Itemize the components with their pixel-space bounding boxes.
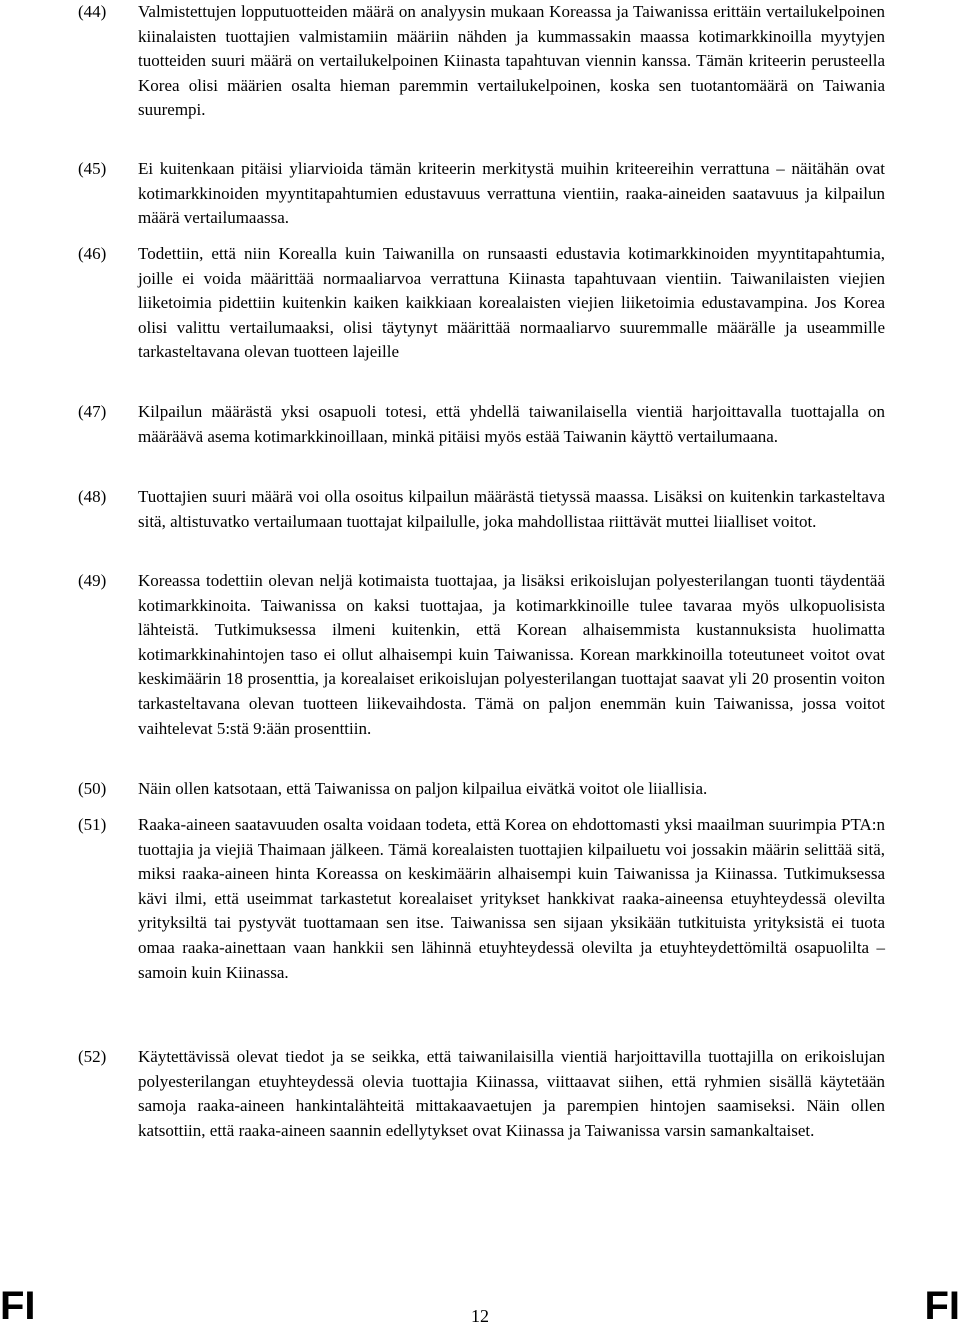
paragraph-text: Ei kuitenkaan pitäisi yliarvioida tämän kriteerin merkitystä muihin kriteereihin verrattuna – näitähän ovat kotimarkkinoiden myyntitapahtumien edustavuus verrattuna vientiin, raaka-aineiden saatavuus ja kilpailun määrä vertailumaassa. [138,159,885,228]
paragraph-text: Valmistettujen lopputuotteiden määrä on analyysin mukaan Koreassa ja Taiwanissa erittäin vertailukelpoinen kiinalaisten tuottajien valmistamiin määriin nähden ja kummassakin maassa kotimarkkinoilla myytyjen tuotteiden suuri määrä on vertailukelpoinen Kiinasta tapahtuvan viennin kanssa. Tämän kriteerin perusteella Korea olisi määrien osalta hieman paremmin vertailukelpoinen, koska sen tuotantomäärä on Taiwania suurempi. [138,2,885,120]
paragraph-51 [0,813,885,985]
paragraph-52 [0,1045,885,1143]
footer-language-right: FI [924,1284,960,1328]
paragraph-44 [0,0,885,123]
paragraph-number: (51) [78,815,107,834]
paragraph-text: Raaka-aineen saatavuuden osalta voidaan todeta, että Korea on ehdottomasti yksi maailman suurimpia PTA:n tuottajia ja viejiä Thaimaan jälkeen. Tämä korealaisten tuottajien kilpailuetu voi jossakin määrin selittää sitä, miksi raaka-aineen hinta Koreassa on keskimäärin alhaisempi kuin Taiwanissa ja Kiinassa. Tutkimuksessa kävi ilmi, että useimmat tarkastetut korealaiset yritykset hankkivat raaka-aineensa etuyhteydessä olevilta yrityksiltä tai pystyvät tuottamaan sen itse. Taiwanissa sen sijaan yksikään tutkituista yrityksistä ei tuota omaa raaka-ainettaan vaan hankkii sen lähinnä etuyhteydessä olevilta ja etuyhteydettömiltä osapuolilta – samoin kuin Kiinassa. [138,815,885,982]
paragraph-47 [0,400,885,449]
paragraph-number: (50) [78,779,107,798]
paragraph-text: Koreassa todettiin olevan neljä kotimaista tuottajaa, ja lisäksi erikoislujan polyesterilangan tuonti täydentää kotimarkkinoita. Taiwanissa on kaksi tuottajaa, ja kotimarkkinoille tulee tavaraa myös ulkopuolisista lähteistä. Tutkimuksessa ilmeni kuitenkin, että Korean alhaisemmista kustannuksista huolimatta kotimarkkinahintojen taso ei ollut alhaisempi kuin Taiwanissa. Korean markkinoilla toteutuneet voitot ovat keskimäärin 18 prosenttia, ja korealaiset erikoislujan polyesterilangan tuottajat saavat yli 20 prosentin voiton tarkasteltavana olevan tuotteen liikevaihdosta. Tämä on paljon enemmän kuin Taiwanissa, jossa voitot vaihtelevat 5:stä 9:ään prosenttiin. [138,571,885,738]
paragraph-text: Näin ollen katsotaan, että Taiwanissa on paljon kilpailua eivätkä voitot ole liiallisia. [138,779,708,798]
paragraph-number: (52) [78,1047,107,1066]
paragraph-45 [0,157,885,231]
paragraph-49 [0,569,885,741]
paragraph-number: (46) [78,244,107,263]
footer-language-left: FI [0,1284,36,1328]
paragraph-text: Käytettävissä olevat tiedot ja se seikka, että taiwanilaisilla vientiä harjoittavilla tuottajilla on erikoislujan polyesterilangan etuyhteydessä olevia tuottajia Kiinassa, viittaavat siihen, että ryhmien sisällä käytetään samoja raaka-aineen hankintalähteitä mittakaavaetujen ja parempien hintojen saamiseksi. Näin ollen katsottiin, että raaka-aineen saannin edellytykset ovat Kiinassa ja Taiwanissa varsin samankaltaiset. [138,1047,885,1140]
paragraph-text: Kilpailun määrästä yksi osapuoli totesi, että yhdellä taiwanilaisella vientiä harjoittavalla tuottajalla on määräävä asema kotimarkkinoillaan, minkä pitäisi myös estää Taiwanin käyttö vertailumaana. [138,402,885,446]
paragraph-number: (48) [78,487,107,506]
paragraph-number: (45) [78,159,107,178]
paragraph-text: Todettiin, että niin Korealla kuin Taiwanilla on runsaasti edustavia kotimarkkinoiden myyntitapahtumia, joille ei voida määrittää normaaliarvoa verrattuna Kiinasta tapahtuvaan vientiin. Taiwanilaisten viejien liiketoimia pidettiin kuitenkin kaiken kaikkiaan korealaisten viejien liiketoimia edustavampina. Jos Korea olisi valittu vertailumaaksi, olisi täytynyt määrittää normaaliarvo suuremmalle määrälle ja useammille tarkasteltavana olevan tuotteen lajeille [138,244,885,362]
paragraph-number: (44) [78,2,107,21]
paragraph-number: (47) [78,402,107,421]
page-number: 12 [471,1306,489,1326]
paragraph-number: (49) [78,571,107,590]
paragraph-46 [0,242,885,365]
paragraph-text: Tuottajien suuri määrä voi olla osoitus kilpailun määrästä tietyssä maassa. Lisäksi on kuitenkin tarkasteltava sitä, altistuvatko vertailumaan tuottajat kilpailulle, joka mahdollistaa riittävät muttei liialliset voitot. [138,487,885,531]
paragraph-50 [0,777,885,802]
paragraph-48 [0,485,885,534]
